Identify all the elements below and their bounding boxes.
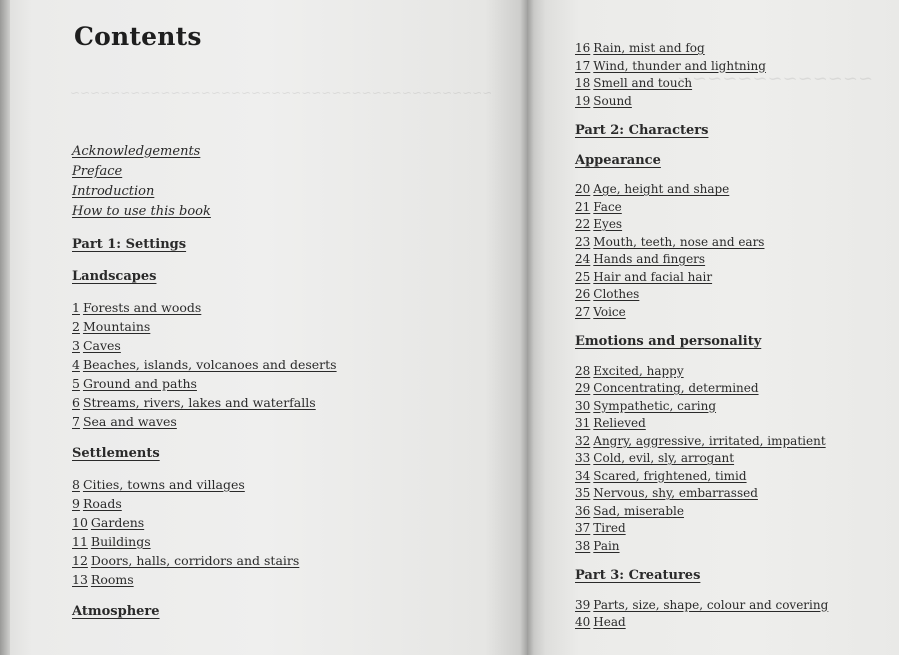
- toc-entry[interactable]: 8 Cities, towns and villages: [72, 477, 245, 492]
- part1-list: [72, 234, 337, 621]
- part1-heading[interactable]: Part 1: Settings: [72, 237, 187, 252]
- toc-entry[interactable]: 9 Roads: [72, 496, 122, 511]
- toc-entry[interactable]: 24 Hands and fingers: [575, 252, 706, 266]
- toc-entry[interactable]: 32 Angry, aggressive, irritated, impatient: [575, 433, 826, 448]
- toc-entry[interactable]: 35 Nervous, shy, embarrassed: [575, 486, 758, 500]
- toc-entry[interactable]: 7 Sea and waves: [72, 414, 177, 429]
- toc-entry[interactable]: 13 Rooms: [72, 572, 134, 587]
- toc-entry[interactable]: 5 Ground and paths: [72, 376, 197, 391]
- toc-entry[interactable]: 29 Concentrating, determined: [575, 381, 759, 395]
- toc-entry[interactable]: 30 Sympathetic, caring: [575, 398, 717, 413]
- toc-entry[interactable]: 18 Smell and touch: [575, 76, 693, 90]
- toc-entry[interactable]: 22 Eyes: [575, 217, 623, 231]
- toc-entry[interactable]: 19 Sound: [575, 93, 632, 108]
- toc-entry[interactable]: 23 Mouth, teeth, nose and ears: [575, 234, 765, 249]
- toc-link-acknowledgements[interactable]: Acknowledgements: [72, 144, 201, 159]
- toc-entry[interactable]: 26 Clothes: [575, 287, 640, 301]
- book-spine: [520, 0, 534, 655]
- toc-entry[interactable]: 36 Sad, miserable: [575, 503, 684, 518]
- settlements-heading[interactable]: Settlements: [72, 446, 160, 461]
- toc-entry[interactable]: 37 Tired: [575, 521, 626, 535]
- toc-entry[interactable]: 34 Scared, frightened, timid: [575, 468, 747, 483]
- page-title: Contents: [74, 22, 202, 51]
- toc-entry[interactable]: 27 Voice: [575, 304, 626, 319]
- toc-entry[interactable]: 16 Rain, mist and fog: [575, 41, 705, 55]
- emotions-heading[interactable]: Emotions and personality: [575, 334, 762, 349]
- toc-entry[interactable]: 20 Age, height and shape: [575, 182, 730, 196]
- toc-entry[interactable]: 3 Caves: [72, 338, 121, 353]
- toc-entry[interactable]: 2 Mountains: [72, 319, 151, 334]
- toc-entry[interactable]: 12 Doors, halls, corridors and stairs: [72, 553, 300, 568]
- toc-entry[interactable]: 40 Head: [575, 615, 626, 629]
- part3-heading[interactable]: Part 3: Creatures: [575, 568, 701, 583]
- page-edge: [0, 0, 10, 655]
- toc-entry[interactable]: 31 Relieved: [575, 416, 646, 430]
- appearance-heading[interactable]: Appearance: [575, 152, 661, 168]
- toc-link-preface[interactable]: Preface: [72, 164, 123, 179]
- toc-entry[interactable]: 25 Hair and facial hair: [575, 269, 713, 284]
- toc-link-introduction[interactable]: Introduction: [72, 184, 155, 199]
- toc-entry[interactable]: 39 Parts, size, shape, colour and covering: [575, 597, 829, 612]
- toc-entry[interactable]: 21 Face: [575, 199, 622, 214]
- front-matter-list: [72, 141, 211, 221]
- toc-entry[interactable]: 10 Gardens: [72, 515, 145, 530]
- toc-entry[interactable]: 1 Forests and woods: [72, 300, 202, 315]
- toc-entry[interactable]: 6 Streams, rivers, lakes and waterfalls: [72, 395, 316, 410]
- right-page: [527, 0, 899, 655]
- toc-link-how-to-use[interactable]: How to use this book: [72, 204, 211, 219]
- atmosphere-heading[interactable]: Atmosphere: [72, 604, 160, 619]
- bleed-through-text: ~~~~~~~~~~~~~: [677, 68, 874, 89]
- landscapes-heading[interactable]: Landscapes: [72, 269, 157, 284]
- bleed-through-text: ~~~~~~~~~~~~~~~~~~~~~~~~~~~~~~~~~~~~~~~~~~: [70, 86, 493, 100]
- toc-entry[interactable]: 28 Excited, happy: [575, 363, 684, 378]
- right-toc-list: [575, 40, 828, 632]
- toc-entry[interactable]: 4 Beaches, islands, volcanoes and deserts: [72, 357, 337, 372]
- part2-heading[interactable]: Part 2: Characters: [575, 123, 709, 138]
- toc-entry[interactable]: 17 Wind, thunder and lightning: [575, 58, 766, 73]
- toc-entry[interactable]: 38 Pain: [575, 538, 620, 553]
- toc-entry[interactable]: 33 Cold, evil, sly, arrogant: [575, 451, 735, 465]
- toc-entry[interactable]: 11 Buildings: [72, 534, 151, 549]
